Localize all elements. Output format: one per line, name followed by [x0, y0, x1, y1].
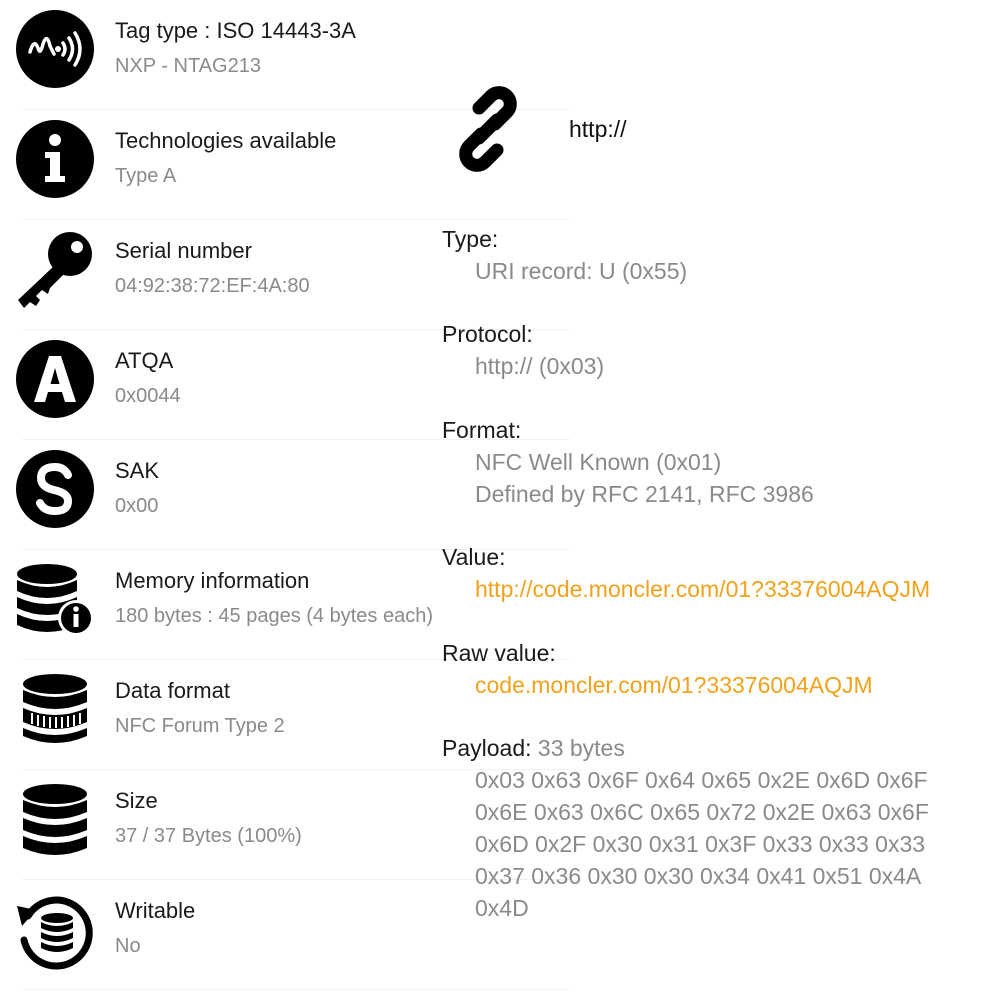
payload-size: 33 bytes — [537, 735, 625, 761]
record-format-section — [442, 414, 1000, 510]
record-protocol-section — [442, 318, 1000, 382]
protocol-label: Protocol: — [442, 321, 533, 347]
record-raw-section — [442, 637, 1000, 701]
record-payload-section — [442, 732, 1000, 924]
record-value-section — [442, 541, 1000, 605]
database-icon — [14, 778, 96, 860]
memory-value: 180 bytes : 45 pages (4 bytes each) — [115, 605, 433, 627]
size-title: Size — [115, 788, 158, 813]
tag-type-title: Tag type : ISO 14443-3A — [115, 18, 356, 43]
info-icon — [14, 118, 96, 200]
payload-label: Payload: — [442, 735, 532, 761]
serial-number-title: Serial number — [115, 238, 252, 263]
letter-a-icon — [14, 338, 96, 420]
protocol-value: http:// (0x03) — [475, 353, 605, 379]
raw-value-link[interactable]: code.moncler.com/01?33376004AQJM — [475, 672, 873, 698]
format-value: NFC Well Known (0x01) — [475, 449, 722, 475]
atqa-value: 0x0044 — [115, 385, 181, 407]
payload-heading — [442, 732, 1000, 764]
payload-bytes-line: 0x6E 0x63 0x6C 0x65 0x72 0x2E 0x63 0x6F — [475, 799, 929, 825]
key-icon — [14, 228, 96, 310]
record-value-link[interactable]: http://code.moncler.com/01?33376004AQJM — [475, 576, 931, 602]
database-refresh-icon — [14, 888, 96, 970]
memory-title: Memory information — [115, 568, 310, 593]
size-value: 37 / 37 Bytes (100%) — [115, 825, 302, 847]
writable-title: Writable — [115, 898, 196, 923]
database-info-icon — [14, 558, 96, 640]
nfc-wave-icon — [14, 8, 96, 90]
letter-s-icon — [14, 448, 96, 530]
atqa-title: ATQA — [115, 348, 174, 373]
technologies-title: Technologies available — [115, 128, 337, 153]
type-label: Type: — [442, 226, 499, 252]
link-icon — [441, 82, 535, 176]
sak-value: 0x00 — [115, 495, 159, 517]
payload-bytes-line: 0x6D 0x2F 0x30 0x31 0x3F 0x33 0x33 0x33 — [475, 831, 926, 857]
writable-value: No — [115, 935, 141, 957]
record-header-url: http:// — [569, 116, 627, 142]
payload-bytes-line: 0x03 0x63 0x6F 0x64 0x65 0x2E 0x6D 0x6F — [475, 767, 928, 793]
sak-title: SAK — [115, 458, 160, 483]
format-label: Format: — [442, 417, 522, 443]
data-format-title: Data format — [115, 678, 230, 703]
raw-value-label: Raw value: — [442, 640, 556, 666]
record-type-section — [442, 223, 1000, 287]
type-value: URI record: U (0x55) — [475, 258, 688, 284]
payload-bytes-line: 0x4D — [475, 895, 529, 921]
serial-number-value: 04:92:38:72:EF:4A:80 — [115, 275, 310, 297]
payload-bytes-line: 0x37 0x36 0x30 0x30 0x34 0x41 0x51 0x4A — [475, 863, 922, 889]
database-format-icon — [14, 668, 96, 750]
data-format-value: NFC Forum Type 2 — [115, 715, 285, 737]
tag-type-value: NXP - NTAG213 — [115, 55, 261, 77]
format-rfc-value: Defined by RFC 2141, RFC 3986 — [475, 481, 814, 507]
row-divider — [22, 989, 570, 990]
value-label: Value: — [442, 544, 506, 570]
technologies-value: Type A — [115, 165, 177, 187]
